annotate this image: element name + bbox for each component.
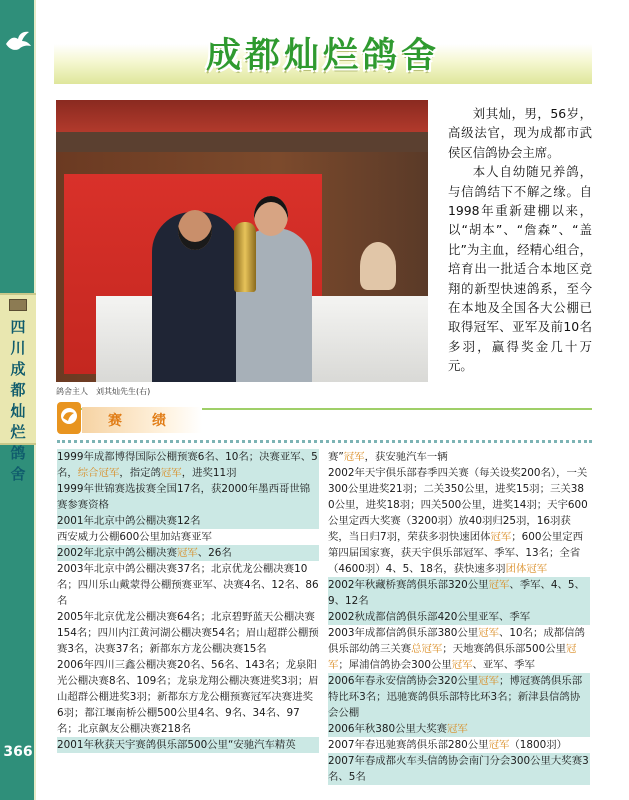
result-text: 2002秋成都信鸽俱乐部420公里亚军、季军 — [328, 611, 531, 623]
result-text: ；犀浦信鸽协会300公里 — [338, 659, 452, 671]
result-text: 、亚军、季军 — [472, 659, 535, 671]
owner-bio — [448, 104, 592, 376]
result-entry — [57, 657, 319, 737]
result-text: ；博冠赛鸽俱乐部特比环3名；迅驰赛鸽俱乐部特比环3名；新津县信鸽协会公棚 — [328, 675, 583, 719]
result-text: 2007年春迅驰赛鸽俱乐部280公里 — [328, 739, 489, 751]
result-text: ，获安驰汽车一辆 — [364, 451, 448, 463]
result-text: 2006年秋380公里大奖赛 — [328, 723, 448, 735]
result-text: 、26名 — [197, 547, 232, 559]
result-award-highlight: 冠军 — [160, 467, 182, 479]
result-text: ；天地赛鸽俱乐部500公里 — [442, 643, 567, 655]
result-award-highlight: 冠军 — [343, 451, 365, 463]
bio-paragraph: 刘其灿，男，56岁，高级法官，现为成都市武侯区信鸽协会主席。 — [448, 106, 592, 160]
result-entry — [328, 465, 590, 577]
result-text: 2003年北京中鸽公棚决赛37名；北京优龙公棚决赛10名；四川乐山戴蒙得公棚预赛亚军、决赛4名、12名、86名 — [57, 563, 319, 607]
result-award-highlight: 团体冠军 — [505, 563, 548, 575]
result-text: 1999年世锦赛选拔赛全国17名，获2000年墨西哥世锦赛参赛资格 — [57, 483, 311, 511]
result-text: ；600公里定西第四届国家赛，获天宇俱乐部冠军、季军、13名；全省（4600羽）4、5、18名，获快速多羽 — [328, 531, 584, 575]
photo-ceiling — [56, 132, 428, 152]
result-award-highlight: 冠军 — [488, 739, 510, 751]
photo-seated-woman — [360, 242, 396, 290]
result-text: 、10名；成都信鸽俱乐部幼鸽三关赛 — [328, 627, 585, 655]
owner-photo — [56, 100, 428, 382]
result-entry — [328, 449, 590, 465]
result-entry — [328, 673, 590, 721]
result-award-highlight: 冠军 — [478, 627, 499, 639]
results-right-column — [328, 449, 590, 785]
result-award-highlight: 综合冠军 — [77, 467, 120, 479]
result-award-highlight: 总冠军 — [411, 643, 443, 655]
side-chapter-tag — [0, 293, 36, 483]
result-entry — [57, 545, 319, 561]
result-award-highlight: 冠军 — [328, 643, 577, 671]
result-text: 西安威力公棚600公里加站赛亚军 — [57, 531, 212, 543]
result-text: 2002年秋藏桥赛鸽俱乐部320公里 — [328, 579, 489, 591]
result-text: 2006年四川三鑫公棚决赛20名、56名、143名；龙泉阳光公棚决赛8名、109名；龙泉龙翔公棚决赛进奖3羽；眉山超群公棚进奖3羽；新都东方龙公棚预赛冠军决赛进奖6羽；都江堰南桥公棚500公里4名、9名、34名、97名；北京飙友公棚决赛218名 — [57, 659, 319, 735]
page-title: 成都灿烂鸽舍 — [205, 35, 440, 76]
result-text: 赛” — [328, 451, 344, 463]
result-entry — [328, 577, 590, 609]
photo-caption: 鸽舍主人 刘其灿先生(右) — [56, 387, 151, 396]
result-entry — [57, 513, 319, 529]
side-tag-text: 四川成都灿烂鸽舍 — [10, 318, 26, 483]
photo-presenter-head — [178, 210, 212, 250]
result-award-highlight: 冠军 — [490, 531, 512, 543]
result-entry — [57, 449, 319, 481]
result-entry — [328, 753, 590, 785]
result-entry — [57, 737, 319, 753]
result-text: 2002年北京中鸽公棚决赛 — [57, 547, 177, 559]
result-entry — [328, 625, 590, 673]
result-text: 2002年天宇俱乐部春季四关赛（每关设奖200名），一关300公里进奖21羽；二关350公里，进奖15羽；三关380公里，进奖18羽；四关500公里，进奖14羽；天宇600公里定西大奖赛（3200羽）放40羽归25羽，16羽获奖，当日归7羽，荣获多羽快速团体 — [328, 467, 588, 543]
dove-icon — [4, 30, 32, 52]
result-text: 2007年春成都火车头信鸽协会南门分会300公里大奖赛3名、5名 — [328, 755, 589, 783]
photo-banner-area — [56, 100, 428, 132]
result-text: 2001年秋获天宇赛鸽俱乐部500公里“安驰汽车精英 — [57, 739, 296, 751]
photo-owner-head — [254, 196, 288, 236]
result-text: 2006年春永安信鸽协会320公里 — [328, 675, 479, 687]
result-text: ，指定鸽 — [119, 467, 161, 479]
result-entry — [57, 609, 319, 657]
result-award-highlight: 冠军 — [451, 659, 473, 671]
section-dotted-rule — [57, 440, 592, 443]
result-text: 2001年北京中鸽公棚决赛12名 — [57, 515, 201, 527]
result-text: 2005年北京优龙公棚决赛64名；北京碧野蓝天公棚决赛154名；四川内江黄河湖公棚决赛54名；眉山超群公棚预赛3名，决赛37名；新都东方龙公棚决赛15名 — [57, 611, 319, 655]
result-award-highlight: 冠军 — [447, 723, 468, 735]
result-text: 1999年成都博得国际公棚预赛6名、10名；决赛亚军、5名， — [57, 451, 318, 479]
page-number: 366 — [3, 744, 33, 760]
photo-trophy — [234, 222, 256, 292]
result-award-highlight: 冠军 — [176, 547, 198, 559]
result-entry — [328, 721, 590, 737]
section-title: 赛 绩 — [108, 413, 174, 429]
result-award-highlight: 冠军 — [478, 675, 499, 687]
result-entry — [328, 609, 590, 625]
result-award-highlight: 冠军 — [488, 579, 510, 591]
result-text: 、季军、4、5、9、12名 — [328, 579, 585, 607]
results-left-column — [57, 449, 319, 753]
result-entry — [57, 561, 319, 609]
result-entry — [57, 481, 319, 513]
result-text: ，进奖11羽 — [181, 467, 237, 479]
bio-paragraph: 本人自幼随兄养鸽，与信鸽结下不解之缘。自1998年重新建棚以来，以“胡本”、“詹森”、“盖比”为主血，经精心组合，培育出一批适合本地区竞翔的新型快速鸽系，至今在本地及全国各大公棚已取得冠军、亚军及前10名多羽，赢得奖金几十万元。 — [448, 164, 592, 374]
section-badge-icon — [57, 402, 81, 434]
result-text: （1800羽） — [509, 739, 567, 751]
result-entry — [328, 737, 590, 753]
side-thumbnail — [9, 299, 27, 311]
result-text: 2003年成都信鸽俱乐部380公里 — [328, 627, 479, 639]
result-entry — [57, 529, 319, 545]
